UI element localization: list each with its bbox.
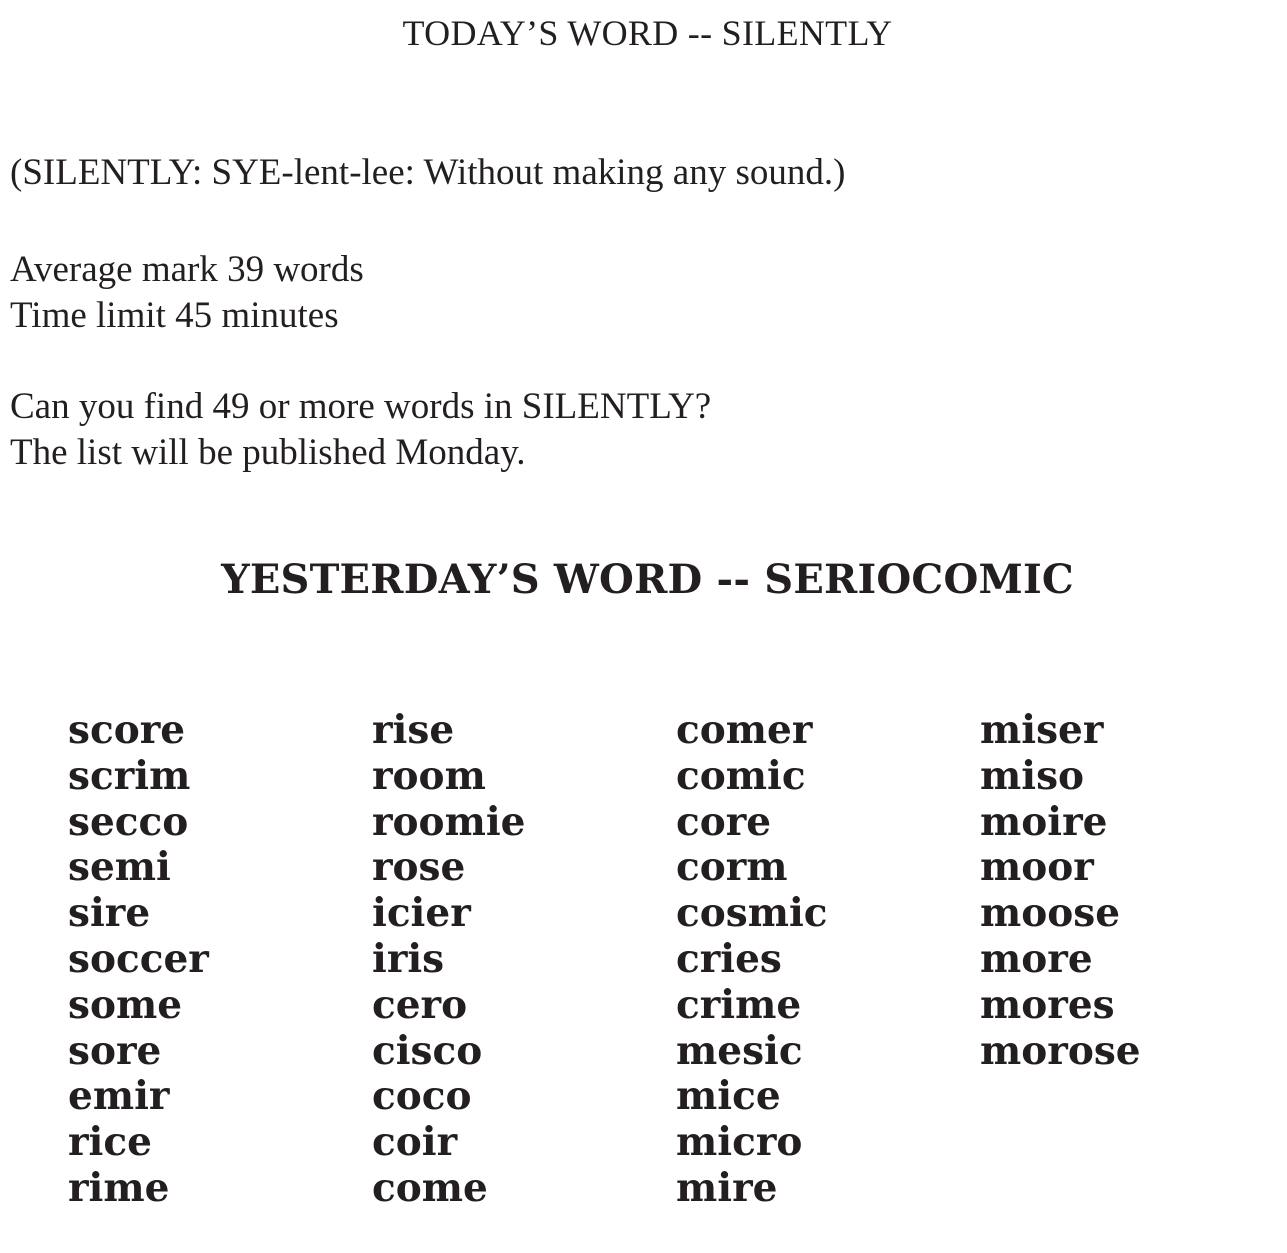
publish-note: The list will be published Monday.	[10, 432, 526, 473]
word-item: emir	[68, 1073, 170, 1120]
word-item: coir	[372, 1119, 458, 1166]
word-item: iris	[372, 935, 445, 982]
word-item: cisco	[372, 1027, 483, 1074]
word-column	[68, 708, 358, 1212]
word-column	[980, 708, 1270, 1074]
word-item: cries	[676, 935, 782, 982]
definition-text: (SILENTLY: SYE-lent-lee: Without making any sound.)	[10, 152, 846, 193]
word-item: score	[68, 707, 186, 753]
word-item: micro	[676, 1119, 803, 1166]
word-item: cosmic	[676, 890, 828, 937]
word-item: icier	[372, 890, 471, 937]
word-item: sire	[68, 890, 151, 937]
word-item: core	[676, 798, 772, 845]
puzzle-stats	[10, 247, 364, 339]
challenge-text	[10, 384, 711, 476]
word-item: coco	[372, 1073, 472, 1120]
word-item: corm	[676, 844, 788, 891]
word-item: mores	[980, 981, 1115, 1028]
word-item: room	[372, 752, 486, 799]
word-item: rise	[372, 707, 455, 753]
word-item: mice	[676, 1073, 781, 1120]
time-limit: Time limit 45 minutes	[10, 295, 339, 336]
word-item: morose	[980, 1027, 1141, 1074]
word-item: sore	[68, 1027, 162, 1074]
word-item: more	[980, 935, 1093, 982]
challenge-question: Can you find 49 or more words in SILENTLY?	[10, 386, 712, 427]
todays-word-title: TODAY’S WORD -- SILENTLY	[402, 13, 893, 53]
word-item: cero	[372, 981, 468, 1028]
word-item: comic	[676, 752, 806, 799]
word-item: come	[372, 1164, 488, 1211]
word-item: rime	[68, 1164, 170, 1211]
word-item: rose	[372, 844, 466, 891]
yesterdays-word-title: YESTERDAY’S WORD -- SERIOCOMIC	[221, 556, 1074, 603]
word-item: mire	[676, 1164, 778, 1211]
word-item: moire	[980, 798, 1108, 845]
average-mark: Average mark 39 words	[10, 249, 364, 290]
word-item: some	[68, 981, 183, 1028]
word-item: miso	[980, 752, 1085, 799]
word-item: semi	[68, 844, 171, 891]
word-item: moose	[980, 890, 1121, 937]
word-definition	[10, 150, 845, 196]
word-column	[676, 708, 966, 1212]
word-item: scrim	[68, 752, 191, 799]
word-item: miser	[980, 707, 1104, 753]
word-item: moor	[980, 844, 1094, 891]
word-item: rice	[68, 1119, 152, 1166]
word-column	[372, 708, 662, 1212]
word-item: soccer	[68, 935, 209, 982]
word-item: crime	[676, 981, 802, 1028]
word-item: comer	[676, 707, 813, 753]
word-item: mesic	[676, 1027, 803, 1074]
word-item: secco	[68, 798, 189, 845]
word-item: roomie	[372, 798, 526, 845]
